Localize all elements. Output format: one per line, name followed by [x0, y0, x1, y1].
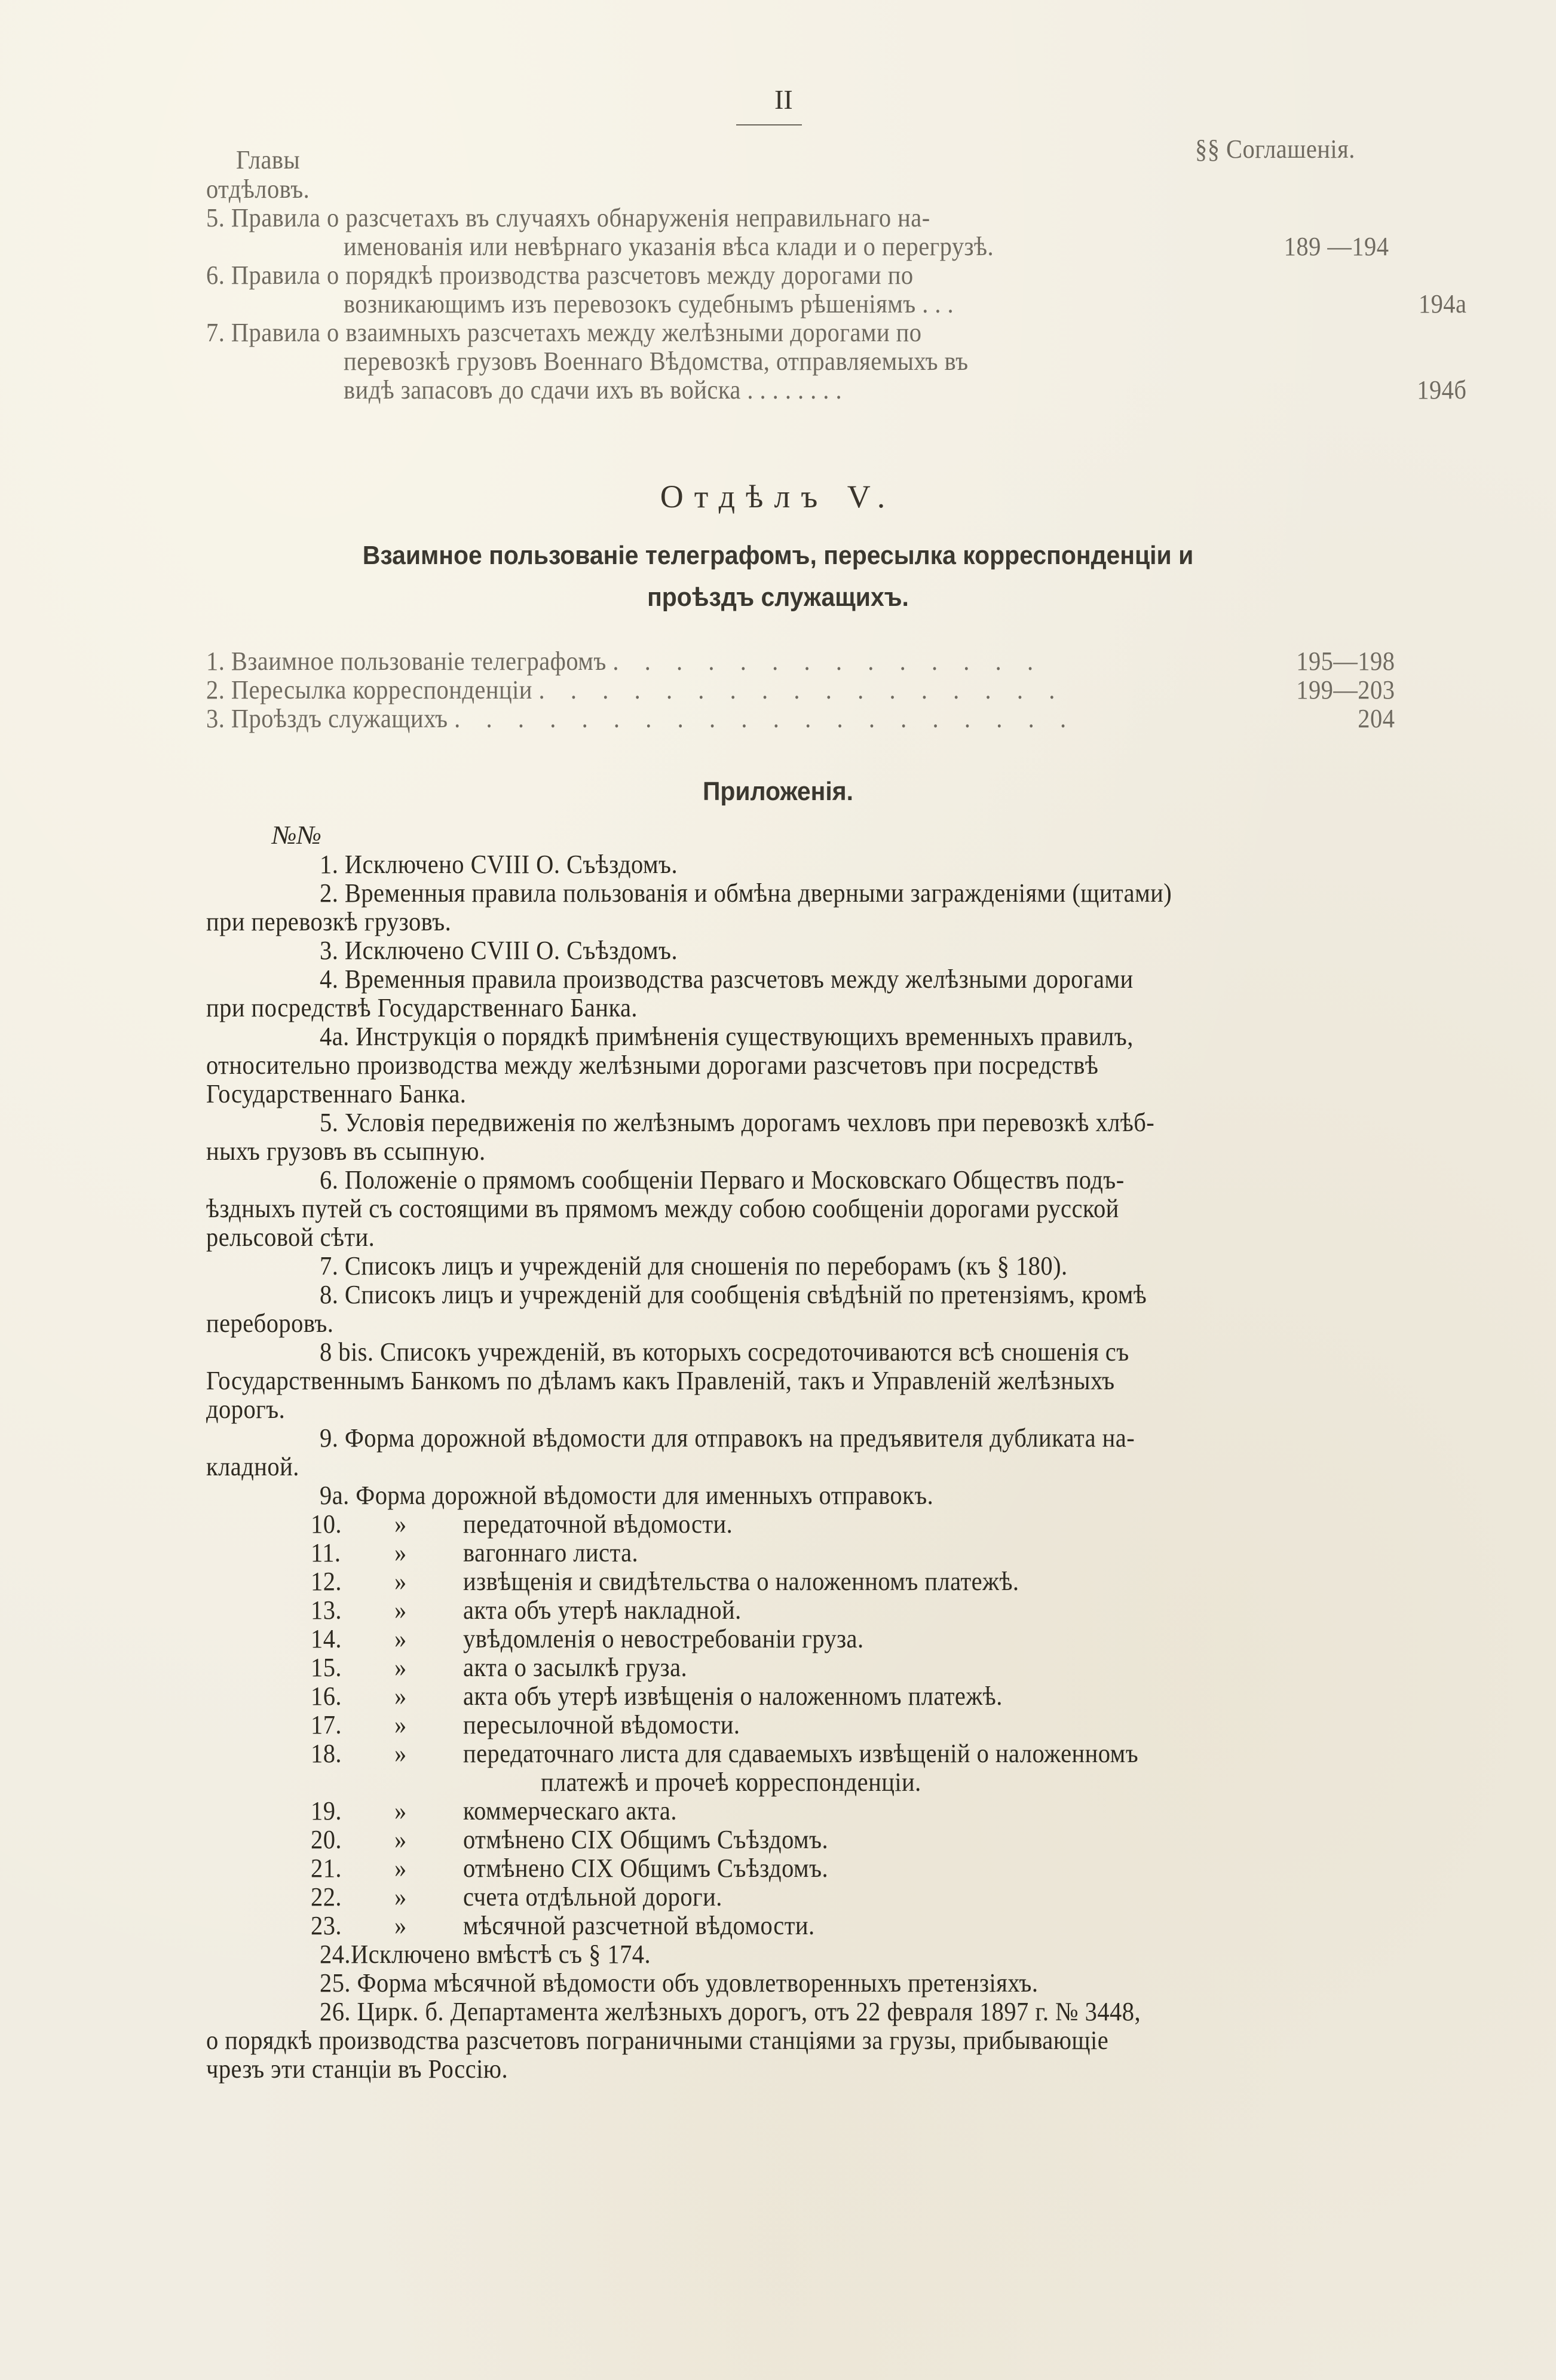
appendix-item-continuation: при посредствѣ Государственнаго Банка.	[206, 993, 638, 1022]
appendix-form-number: 20.	[311, 1825, 342, 1854]
toc-entry-travel-pages: 204	[1358, 704, 1395, 733]
numero-sign-header: №№	[272, 820, 321, 850]
appendix-form-number: 10.	[311, 1509, 342, 1539]
section-v-title: Отдѣлъ V.	[660, 479, 896, 514]
appendix-form-number: 23.	[311, 1911, 342, 1940]
section-v-subtitle-line1: Взаимное пользованіе телеграфомъ, пересылка корреспонденціи и	[362, 541, 1194, 570]
appendix-form-text: вагоннаго листа.	[463, 1538, 639, 1567]
appendix-form-text: передаточной вѣдомости.	[463, 1509, 733, 1539]
appendix-item: 6. Положеніе о прямомъ сообщеніи Перваго и Московскаго Обществъ подъ-	[320, 1165, 1125, 1194]
appendix-item-continuation: чрезъ эти станціи въ Россію.	[206, 2054, 509, 2084]
toc-entry-text: Правила о разсчетахъ въ случаяхъ обнаруженія неправильнаго на-	[231, 203, 930, 232]
appendix-form-number: 19.	[311, 1796, 342, 1825]
ditto-mark: »	[394, 1796, 407, 1825]
appendix-item: 8. Списокъ лицъ и учрежденій для сообщенія свѣдѣній по претензіямъ, кромѣ	[320, 1280, 1147, 1309]
appendix-form-number: 22.	[311, 1882, 342, 1912]
appendix-form-continuation: платежѣ и прочеѣ корреспонденціи.	[541, 1768, 921, 1797]
appendices-title: Приложенія.	[702, 777, 854, 806]
appendix-item: 9. Форма дорожной вѣдомости для отправокъ на предъявителя дубликата на-	[320, 1423, 1135, 1453]
toc-leader-dots: . . . . . . . . . . . . . . . . .	[538, 675, 1065, 704]
ditto-mark: »	[394, 1653, 407, 1682]
appendix-item: 24.Исключено вмѣстѣ съ § 174.	[320, 1940, 651, 1969]
ditto-mark: »	[394, 1509, 407, 1539]
toc-entry-6	[206, 261, 914, 290]
column-header-chapters: Главы	[236, 145, 301, 174]
toc-entry-text: Правила о порядкѣ производства разсчетовъ между дорогами по	[231, 261, 914, 290]
appendix-item-continuation: Государственнаго Банка.	[206, 1079, 467, 1108]
toc-entry-6-cont: возникающимъ изъ перевозокъ судебнымъ рѣшеніямъ . . .	[344, 289, 954, 318]
ditto-mark: »	[394, 1567, 407, 1596]
toc-entry-number: 7.	[206, 318, 225, 347]
appendix-form-text: отмѣнено CIX Общимъ Съѣздомъ.	[463, 1825, 829, 1854]
toc-entry-6-pages: 194а	[1418, 289, 1467, 318]
appendix-form-text: мѣсячной разсчетной вѣдомости.	[463, 1911, 815, 1940]
appendix-form-text: акта объ утерѣ извѣщенія о наложенномъ платежѣ.	[463, 1681, 1003, 1711]
toc-leader-dots: . . . . . . . . . . . . . . . . . . . .	[454, 704, 1076, 733]
appendix-item-continuation: при перевозкѣ грузовъ.	[206, 907, 452, 936]
toc-entry-text: 2. Пересылка корреспонденціи	[206, 675, 532, 704]
toc-entry-5-cont: именованія или невѣрнаго указанія вѣса клади и о перегрузѣ.	[344, 232, 994, 261]
ditto-mark: »	[394, 1538, 407, 1567]
section-v-subtitle-line2: проѣздъ служащихъ.	[647, 583, 909, 612]
appendix-form-number: 17.	[311, 1710, 342, 1739]
ditto-mark: »	[394, 1825, 407, 1854]
toc-entry-7-pages: 194б	[1417, 375, 1467, 405]
appendix-item-continuation: дорогъ.	[206, 1395, 286, 1424]
column-header-sections: отдѣловъ.	[206, 174, 310, 204]
toc-entry-telegraph	[206, 647, 1043, 676]
appendix-item-continuation: ныхъ грузовъ въ ссыпную.	[206, 1137, 486, 1166]
toc-entry-7	[206, 318, 921, 348]
toc-entry-7-cont: перевозкѣ грузовъ Военнаго Вѣдомства, отправляемыхъ въ	[344, 347, 969, 376]
appendix-form-number: 13.	[311, 1595, 342, 1625]
toc-entry-text: Правила о взаимныхъ разсчетахъ между желѣзными дорогами по	[231, 318, 922, 347]
appendix-form-number: 18.	[311, 1739, 342, 1768]
appendix-item-continuation: ѣздныхъ путей съ состоящими въ прямомъ между собою сообщеніи дорогами русской	[206, 1194, 1119, 1223]
appendix-form-text: счета отдѣльной дороги.	[463, 1882, 722, 1912]
ditto-mark: »	[394, 1911, 407, 1940]
appendix-form-text: отмѣнено CIX Общимъ Съѣздомъ.	[463, 1854, 829, 1883]
appendix-item-continuation: переборовъ.	[206, 1309, 334, 1338]
ditto-mark: »	[394, 1681, 407, 1711]
appendix-form-text: акта объ утерѣ накладной.	[463, 1595, 742, 1625]
ditto-mark: »	[394, 1854, 407, 1883]
appendix-item: 26. Цирк. б. Департамента желѣзныхъ дорогъ, отъ 22 февраля 1897 г. № 3448,	[320, 1997, 1141, 2026]
appendix-form-number: 15.	[311, 1653, 342, 1682]
appendix-form-number: 21.	[311, 1854, 342, 1883]
appendix-item-continuation: относительно производства между желѣзными дорогами разсчетовъ при посредствѣ	[206, 1050, 1099, 1080]
appendix-item: 7. Списокъ лицъ и учрежденій для сношенія по переборамъ (къ § 180).	[320, 1251, 1068, 1281]
appendix-item: 9а. Форма дорожной вѣдомости для именныхъ отправокъ.	[320, 1481, 934, 1510]
ditto-mark: »	[394, 1739, 407, 1768]
toc-entry-telegraph-pages: 195—198	[1296, 647, 1395, 676]
column-header-paragraphs: §§ Соглашенія.	[1195, 134, 1355, 164]
toc-entry-correspondence-pages: 199—203	[1296, 675, 1395, 704]
page-number: II	[774, 84, 793, 115]
ditto-mark: »	[394, 1624, 407, 1653]
toc-entry-number: 6.	[206, 261, 225, 290]
appendix-form-text: коммерческаго акта.	[463, 1796, 677, 1825]
appendix-item: 25. Форма мѣсячной вѣдомости объ удовлетворенныхъ претензіяхъ.	[320, 1968, 1039, 1998]
appendix-item: 4. Временныя правила производства разсчетовъ между желѣзными дорогами	[320, 964, 1134, 994]
toc-entry-5-pages: 189 —194	[1284, 232, 1389, 261]
appendix-item: 5. Условія передвиженія по желѣзнымъ дорогамъ чехловъ при перевозкѣ хлѣб-	[320, 1108, 1155, 1137]
appendix-item: 1. Исключено CVIII О. Съѣздомъ.	[320, 850, 678, 879]
appendix-form-number: 16.	[311, 1681, 342, 1711]
appendix-item-continuation: кладной.	[206, 1452, 299, 1481]
appendix-item: 8 bis. Списокъ учрежденій, въ которыхъ сосредоточиваются всѣ сношенія съ	[320, 1337, 1129, 1367]
toc-entry-correspondence	[206, 675, 1065, 705]
page-number-rule	[736, 124, 802, 125]
appendix-item: 4а. Инструкція о порядкѣ примѣненія существующихъ временныхъ правилъ,	[320, 1022, 1134, 1051]
appendix-item-continuation: о порядкѣ производства разсчетовъ пограничными станціями за грузы, прибывающіе	[206, 2026, 1109, 2055]
appendix-form-text: акта о засылкѣ груза.	[463, 1653, 688, 1682]
appendix-form-number: 11.	[311, 1538, 341, 1567]
appendix-item: 3. Исключено CVIII О. Съѣздомъ.	[320, 936, 678, 965]
appendix-form-text: извѣщенія и свидѣтельства о наложенномъ платежѣ.	[463, 1567, 1019, 1596]
toc-entry-text: 3. Проѣздъ служащихъ	[206, 704, 448, 733]
appendix-form-text: увѣдомленія о невостребованіи груза.	[463, 1624, 864, 1653]
toc-entry-7-cont2: видѣ запасовъ до сдачи ихъ въ войска . . . . . . . .	[344, 375, 843, 405]
appendix-item-continuation: рельсовой сѣти.	[206, 1223, 375, 1252]
appendix-form-number: 14.	[311, 1624, 342, 1653]
toc-entry-number: 5.	[206, 203, 225, 232]
toc-entry-5	[206, 203, 930, 233]
appendix-form-text: пересылочной вѣдомости.	[463, 1710, 740, 1739]
appendix-form-text: передаточнаго листа для сдаваемыхъ извѣщеній о наложенномъ	[463, 1739, 1139, 1768]
ditto-mark: »	[394, 1710, 407, 1739]
toc-entry-travel	[206, 704, 1076, 734]
toc-leader-dots: . . . . . . . . . . . . . .	[612, 647, 1043, 676]
appendix-item-continuation: Государственнымъ Банкомъ по дѣламъ какъ Правленій, такъ и Управленій желѣзныхъ	[206, 1366, 1115, 1395]
ditto-mark: »	[394, 1595, 407, 1625]
toc-entry-text: 1. Взаимное пользованіе телеграфомъ	[206, 647, 607, 676]
ditto-mark: »	[394, 1882, 407, 1912]
appendix-form-number: 12.	[311, 1567, 342, 1596]
appendix-item: 2. Временныя правила пользованія и обмѣна дверными загражденіями (щитами)	[320, 878, 1172, 908]
